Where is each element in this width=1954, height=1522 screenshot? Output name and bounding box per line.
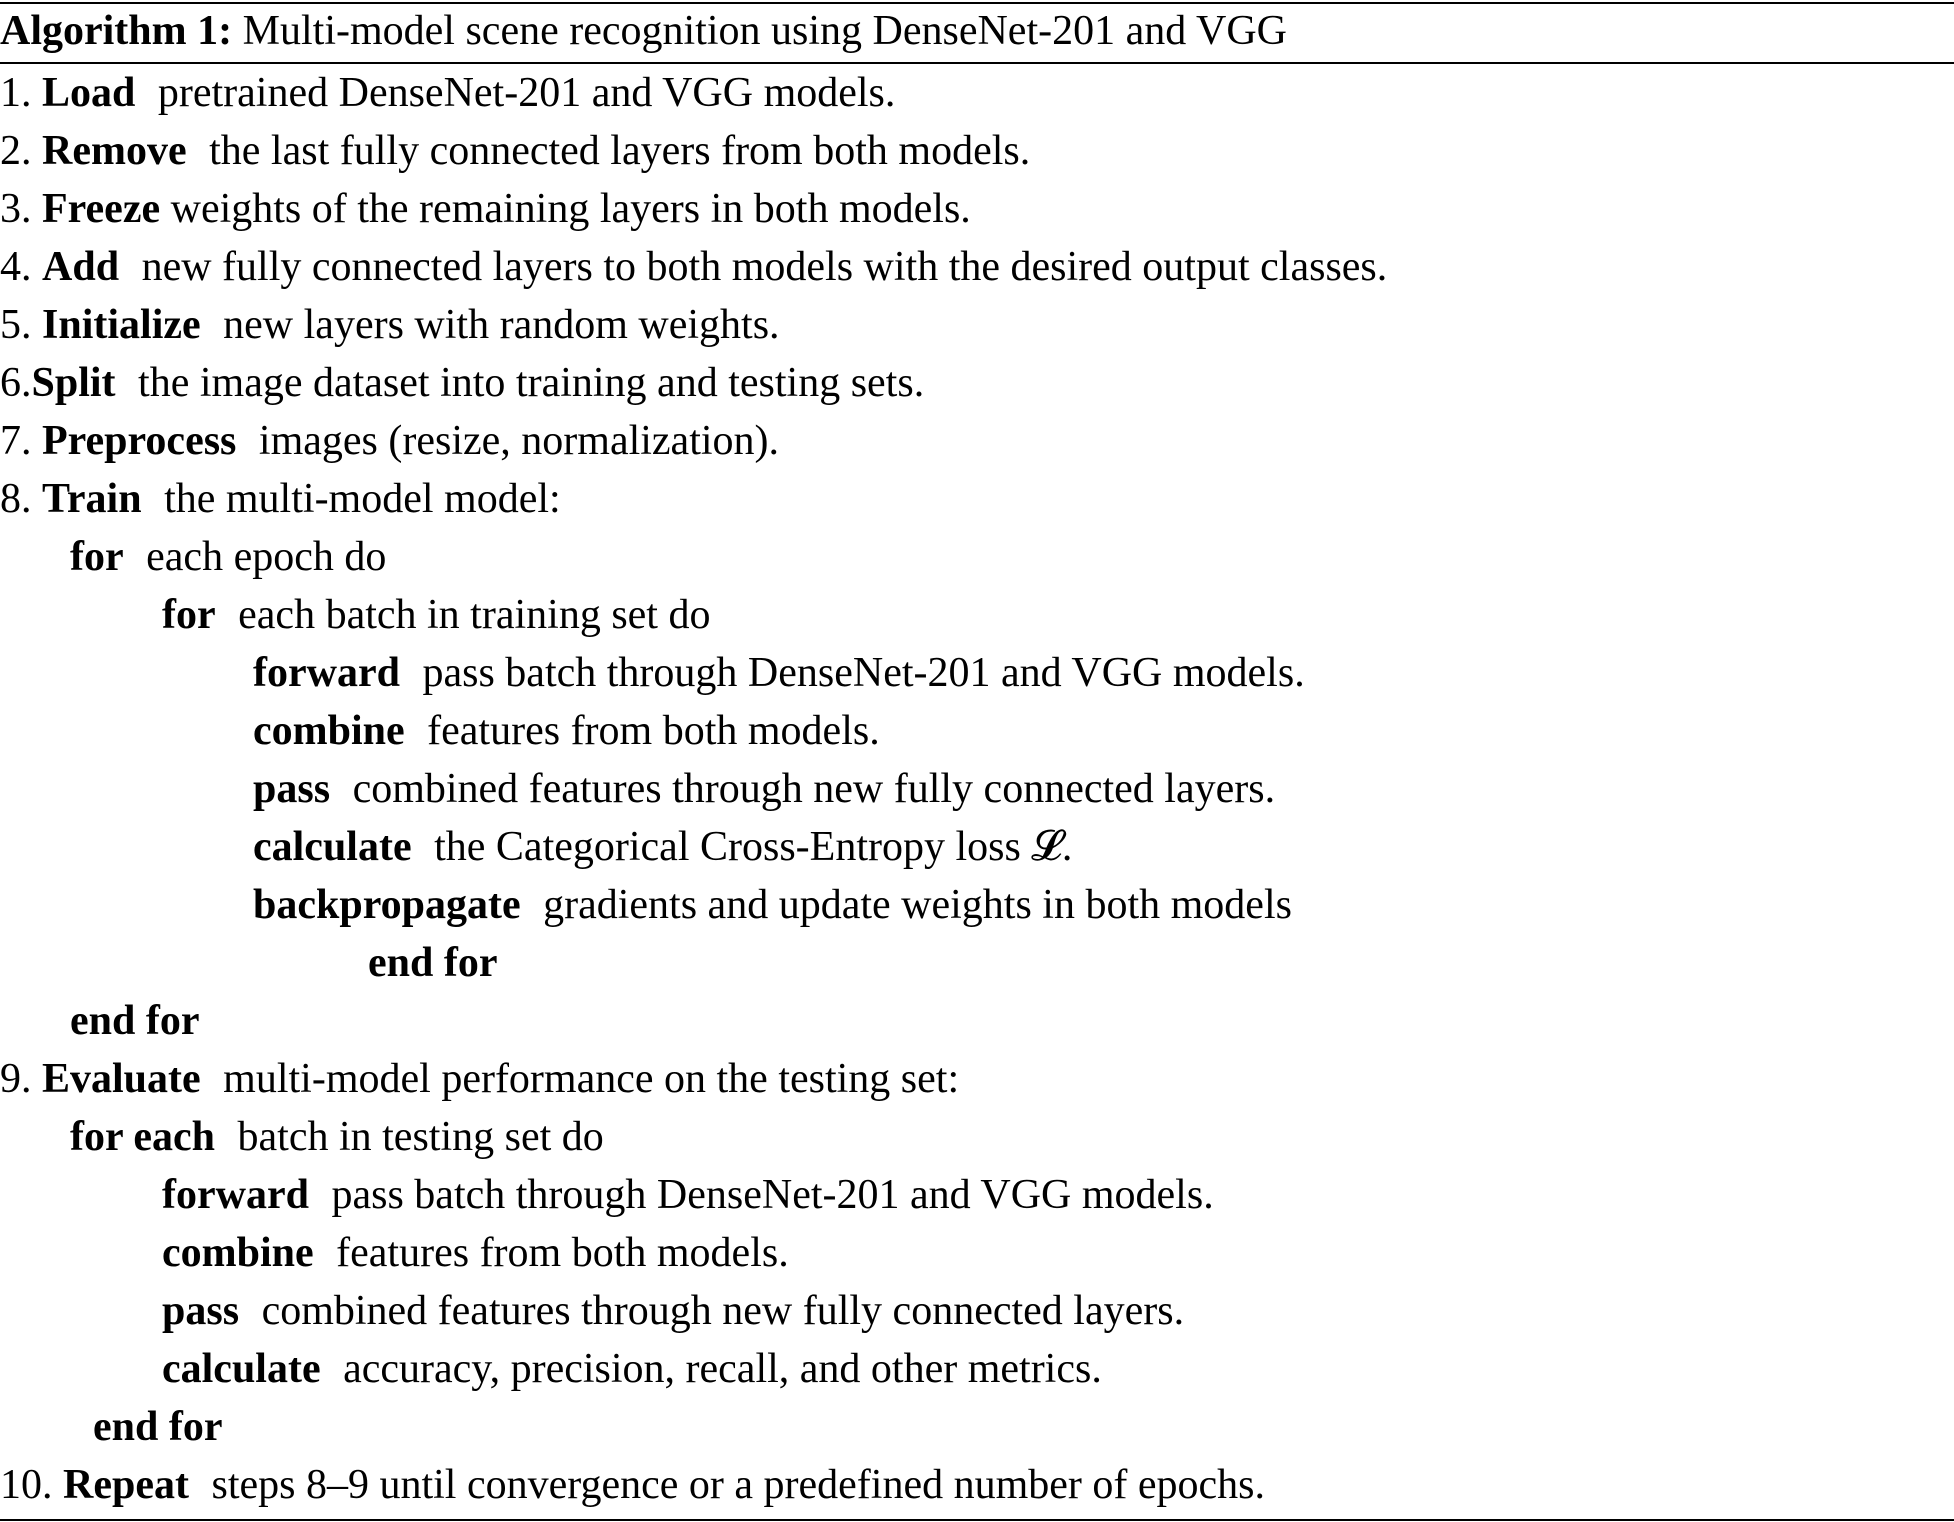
step-remove <box>0 122 1387 180</box>
step-keyword: Split <box>31 360 116 406</box>
loop-text: each epoch do <box>146 534 387 580</box>
end-for-epoch <box>0 992 1387 1050</box>
op-keyword: pass <box>253 766 331 812</box>
end-keyword: end for <box>368 940 498 986</box>
op-text: gradients and update weights in both models <box>543 882 1292 928</box>
step-keyword: Freeze <box>42 186 161 232</box>
op-keyword: calculate <box>162 1346 321 1392</box>
op-text: combined features through new fully connected layers. <box>352 766 1276 812</box>
step-keyword: Initialize <box>42 302 201 348</box>
step-keyword: Evaluate <box>42 1056 201 1102</box>
step-text: new fully connected layers to both models with the desired output classes. <box>141 244 1388 290</box>
op-text: combined features through new fully connected layers. <box>261 1288 1185 1334</box>
step-initialize <box>0 296 1387 354</box>
loop-epoch <box>0 528 1387 586</box>
step-number: 6. <box>0 360 32 406</box>
step-text: pretrained DenseNet-201 and VGG models. <box>157 70 896 116</box>
loop-batch-test <box>0 1108 1387 1166</box>
test-calculate <box>0 1340 1387 1398</box>
op-keyword: backpropagate <box>253 882 521 928</box>
loop-text: each batch in training set do <box>238 592 711 638</box>
step-number: 4. <box>0 244 32 290</box>
loop-keyword: for each <box>70 1114 216 1160</box>
op-text: features from both models. <box>336 1230 789 1276</box>
step-add <box>0 238 1387 296</box>
step-number: 2. <box>0 128 32 174</box>
op-keyword: combine <box>162 1230 314 1276</box>
loop-text: batch in testing set do <box>237 1114 604 1160</box>
step-text: the image dataset into training and testing sets. <box>138 360 925 406</box>
loop-keyword: for <box>162 592 216 638</box>
op-text: pass batch through DenseNet-201 and VGG models. <box>422 650 1305 696</box>
step-text: multi-model performance on the testing set: <box>223 1056 960 1102</box>
end-keyword: end for <box>93 1404 223 1450</box>
test-pass <box>0 1282 1387 1340</box>
op-text: accuracy, precision, recall, and other metrics. <box>343 1346 1102 1392</box>
loop-batch-train <box>0 586 1387 644</box>
loop-keyword: for <box>70 534 124 580</box>
step-text: weights of the remaining layers in both models. <box>170 186 971 232</box>
step-text: the last fully connected layers from both models. <box>209 128 1031 174</box>
train-backpropagate <box>0 876 1387 934</box>
step-keyword: Load <box>42 70 136 116</box>
end-for-test <box>0 1398 1387 1456</box>
step-number: 7. <box>0 418 32 464</box>
step-split <box>0 354 1387 412</box>
op-keyword: forward <box>253 650 400 696</box>
train-combine <box>0 702 1387 760</box>
algorithm-body <box>0 64 1387 1514</box>
end-keyword: end for <box>70 998 200 1044</box>
op-keyword: calculate <box>253 824 412 870</box>
step-keyword: Preprocess <box>42 418 237 464</box>
step-text: images (resize, normalization). <box>258 418 780 464</box>
step-repeat <box>0 1456 1387 1514</box>
algorithm-caption <box>0 2 1287 60</box>
step-keyword: Remove <box>42 128 187 174</box>
step-keyword: Repeat <box>63 1462 189 1508</box>
op-keyword: forward <box>162 1172 309 1218</box>
algorithm-title: Multi-model scene recognition using DenseNet-201 and VGG <box>242 8 1287 54</box>
step-keyword: Add <box>42 244 120 290</box>
step-number: 3. <box>0 186 32 232</box>
op-keyword: pass <box>162 1288 240 1334</box>
algorithm-label: Algorithm 1: <box>0 8 233 54</box>
step-number: 8. <box>0 476 32 522</box>
step-keyword: Train <box>42 476 142 522</box>
step-text: new layers with random weights. <box>223 302 780 348</box>
test-combine <box>0 1224 1387 1282</box>
end-for-batch <box>0 934 1387 992</box>
op-keyword: combine <box>253 708 405 754</box>
step-freeze <box>0 180 1387 238</box>
step-number: 5. <box>0 302 32 348</box>
op-text: the Categorical Cross-Entropy loss 𝓛. <box>434 824 1073 870</box>
bottom-rule <box>0 1519 1954 1521</box>
step-text: the multi-model model: <box>164 476 561 522</box>
step-evaluate <box>0 1050 1387 1108</box>
step-text: steps 8–9 until convergence or a predefined number of epochs. <box>211 1462 1266 1508</box>
step-load <box>0 64 1387 122</box>
train-pass <box>0 760 1387 818</box>
step-number: 10. <box>0 1462 53 1508</box>
op-text: pass batch through DenseNet-201 and VGG models. <box>331 1172 1214 1218</box>
step-train <box>0 470 1387 528</box>
step-preprocess <box>0 412 1387 470</box>
test-forward <box>0 1166 1387 1224</box>
step-number: 1. <box>0 70 32 116</box>
train-calculate <box>0 818 1387 876</box>
step-number: 9. <box>0 1056 32 1102</box>
train-forward <box>0 644 1387 702</box>
op-text: features from both models. <box>427 708 880 754</box>
